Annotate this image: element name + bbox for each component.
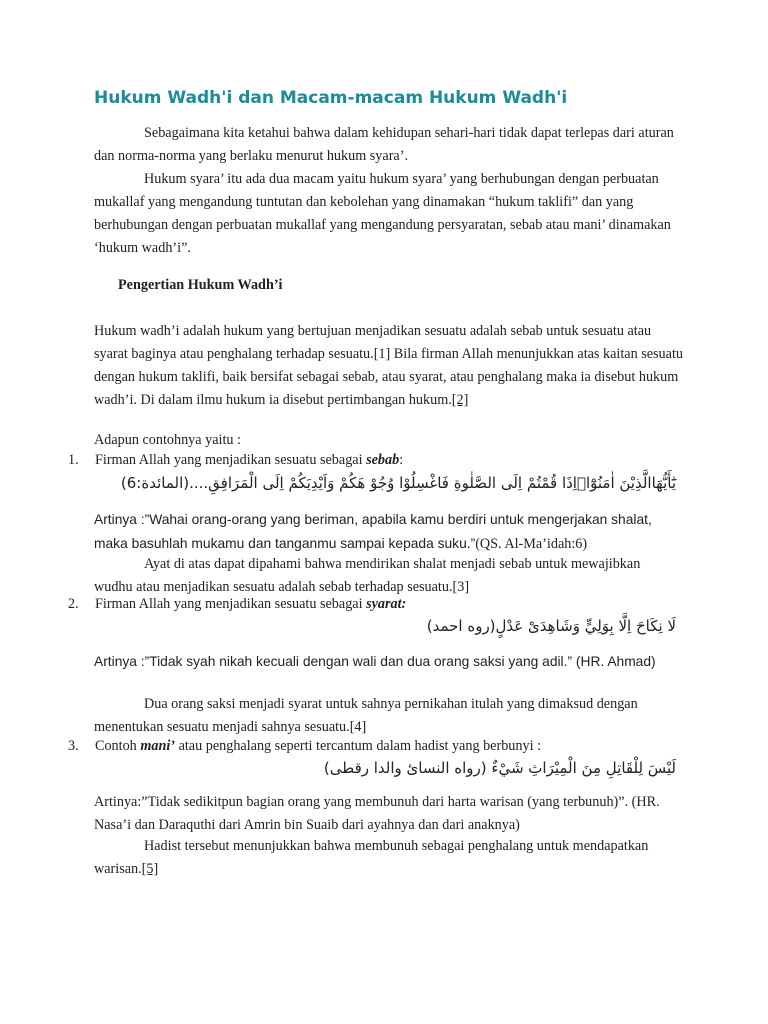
item-3-translation: Artinya:”Tidak sedikitpun bagian orang yang membunuh dari harta warisan (yang terbunuh)”. (HR. Nasa’i dan Daraquthi dari Amrin bin Suaib dari ayahnya dan dari anaknya)	[94, 794, 660, 833]
item-tail-text: :	[399, 452, 404, 468]
item-number: 3.	[68, 738, 79, 754]
item-tail-text: atau penghalang seperti tercantum dalam hadist yang berbunyi :	[175, 738, 542, 754]
examples-intro: Adapun contohnya yaitu :	[94, 432, 241, 448]
item-keyword: syarat:	[366, 596, 407, 612]
footnote-link-2[interactable]: [2]	[451, 392, 469, 408]
arabic-hadith-3: لَيْسَ لِلْقَاتِلِ مِنَ الْمِيْرَاثِ شَيْءٌ (رواه النساىٔ والدا رقطى)	[323, 759, 676, 777]
intro-paragraph-1: Sebagaimana kita ketahui bahwa dalam kehidupan sehari-hari tidak dapat terlepas dari aturan dan norma-norma yang berlaku menurut hukum syara’.	[94, 125, 674, 164]
item-number: 1.	[68, 452, 79, 468]
definition-paragraph	[94, 320, 684, 412]
item-2-lead	[95, 596, 406, 613]
item-3-explanation	[94, 835, 678, 881]
item-keyword: sebab	[366, 452, 400, 468]
item-2-translation: Artinya :”Tidak syah nikah kecuali dengan wali dan dua orang saksi yang adil.” (HR. Ahmad)	[94, 654, 656, 669]
translation-text: Artinya :”Wahai orang-orang yang beriman, apabila kamu berdiri untuk mengerjakan shalat, maka basuhlah mukamu dan tanganmu sampai kepada suku.”	[94, 512, 652, 551]
item-1-translation	[94, 508, 678, 556]
intro-paragraph-2: Hukum syara’ itu ada dua macam yaitu hukum syara’ yang berhubungan dengan perbuatan mukallaf yang mengandung tuntutan dan kebolehan yang dinamakan “hukum taklifi” dan yang berhubungan dengan perbuatan mukallaf yang mengandung persyaratan, sebab atau mani’ dinamakan ‘hukum wadh’i”.	[94, 171, 671, 256]
item-number: 2.	[68, 596, 79, 612]
reference-text: (QS. Al-Ma’idah:6)	[475, 536, 588, 552]
item-lead-text: Firman Allah yang menjadikan sesuatu sebagai	[95, 596, 367, 612]
item-2-explanation: Dua orang saksi menjadi syarat untuk sahnya pernikahan itulah yang dimaksud dengan menentukan sesuatu menjadi sahnya sesuatu.[4]	[94, 696, 638, 735]
section-heading: Pengertian Hukum Wadh’i	[118, 277, 283, 293]
item-lead-text: Contoh	[95, 738, 141, 754]
item-lead-text: Firman Allah yang menjadikan sesuatu sebagai	[95, 452, 367, 468]
definition-text: Hukum wadh’i adalah hukum yang bertujuan menjadikan sesuatu adalah sebab untuk sesuatu atau syarat baginya atau penghalang terhadap sesuatu.[1] Bila firman Allah menunjukkan atas kaitan sesuatu dengan hukum taklifi, baik bersifat sebagai sebab, atau syarat, atau penghalang maka ia disebut hukum wadh’i. Di dalam ilmu hukum ia disebut pertimbangan hukum.	[94, 323, 683, 408]
footnote-link-5[interactable]: [5]	[141, 861, 159, 877]
arabic-hadith-2: لَا نِكَاحَ اِلَّا بِوَلِيٍّ وَشَاهِدَىْ عَدْلٍ(روه احمد)	[426, 617, 676, 635]
item-keyword: mani’	[140, 738, 176, 754]
item-1-explanation: Ayat di atas dapat dipahami bahwa mendirikan shalat menjadi sebab untuk mewajibkan wudhu atau menjadikan sesuatu adalah sebab terhadap sesuatu.[3]	[94, 556, 641, 595]
arabic-verse-1: يَٰٓأَيُّهَاالَّذِيْنَ اٰمَنُوْٓاۤاِذَا قُمْتُمْ اِلَى الصَّلٰوةِ فَاغْسِلُوْا وُجُوْ هَكُمْ وَاَيْدِيَكُمْ اِلَى الْمَرَافِقِ....(المائدة:6)	[120, 474, 676, 492]
explanation-text: Hadist tersebut menunjukkan bahwa membunuh sebagai penghalang untuk mendapatkan warisan.	[94, 838, 649, 877]
item-1-lead	[95, 452, 403, 469]
page-title: Hukum Wadh'i dan Macam-macam Hukum Wadh'i	[94, 88, 568, 108]
item-3-lead	[95, 738, 541, 755]
